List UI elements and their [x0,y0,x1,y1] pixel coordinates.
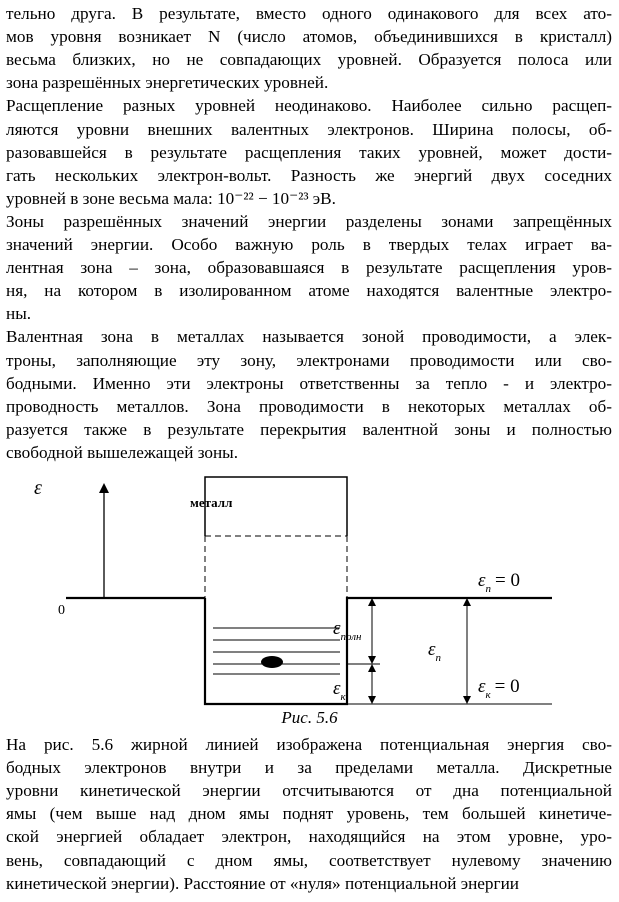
text-line: ляются уровни внешних валентных электронов. Ширина полосы, об- [6,119,612,139]
text-line: вень, совпадающий с дном ямы, соответствует нулевому значению [6,850,612,870]
text-line: разовавшейся в результате расщепления таких уровней, может дости- [6,142,612,162]
text-line: весьма близких, но не совпадающих уровней. Образуется полоса или [6,50,612,70]
eps-n-label: $\varepsilon_n$ [428,639,441,664]
text-line: свободной вышележащей зоны. [6,442,239,462]
text-line: троны, заполняющие эту зону, электронами проводимости или сво- [6,350,612,370]
text-line: ямы (чем выше над дном ямы поднят уровень, тем большей кинетиче- [6,804,612,824]
origin-zero-label: 0 [58,603,65,618]
text-line: зона разрешённых энергетических уровней. [6,73,329,93]
text-line: бодных электронов внутри и за пределами металла. Дискретные [6,758,612,778]
text-line: На рис. 5.6 жирной линией изображена потенциальная энергия сво- [6,735,612,754]
figure-5-6 [0,472,619,730]
text-line: Зоны разрешённых значений энергии разделены зонами запрещённых [6,211,612,231]
text-line: проводность металлов. Зона проводимости в некоторых металлах об- [6,396,612,416]
text-line: значений энергии. Особо важную роль в твердых телах играет ва- [6,235,612,254]
metal-label: металл [190,495,233,510]
text-line: кинетической энергии). Расстояние от «нуля» потенциальной энергии [6,873,519,893]
axis-epsilon-label: ε [34,477,42,499]
text-line: мов уровня возникает N (число атомов, объединившихся в кристалл) [6,27,612,47]
text-line: Расщепление разных уровней неодинаково. Наиболее сильно расщеп- [6,96,612,116]
eps-poln-label: $\varepsilon_{полн}$ [333,618,362,643]
text-line: уровни кинетической энергии отсчитываются от дна потенциальной [6,781,612,801]
text-line: гать нескольких электрон-вольт. Разность же энергий двух соседних [6,165,612,185]
text-line: разуется также в результате перекрытия валентной зоны и полностью [6,419,612,439]
text-line: тельно друга. В результате, вместо одного одинакового для всех ато- [6,4,612,23]
text-line: бодными. Именно эти электроны ответственны за тепло - и электро- [6,373,612,393]
electron [261,656,283,668]
eps-n-zero-label: $\varepsilon_n = 0$ [478,570,520,595]
text-line: лентная зона – зона, образовавшаяся в результате расщепления уров- [6,258,612,278]
text-line: уровней в зоне весьма мала: 10⁻²² − 10⁻²³ эВ. [6,188,336,208]
text-line: ской энергией обладает электрон, находящийся на этом уровне, уро- [6,827,612,847]
energy-diagram [0,472,619,730]
text-line: Валентная зона в металлах называется зоной проводимости, а элек- [6,327,612,347]
text-line: ны. [6,304,32,324]
eps-k-label: $\varepsilon_к$ [333,678,346,703]
eps-k-zero-label: $\varepsilon_к = 0$ [478,676,520,701]
text-line: ня, на котором в изолированном атоме находятся валентные электро- [6,281,612,301]
figure-caption: Рис. 5.6 [281,708,338,727]
